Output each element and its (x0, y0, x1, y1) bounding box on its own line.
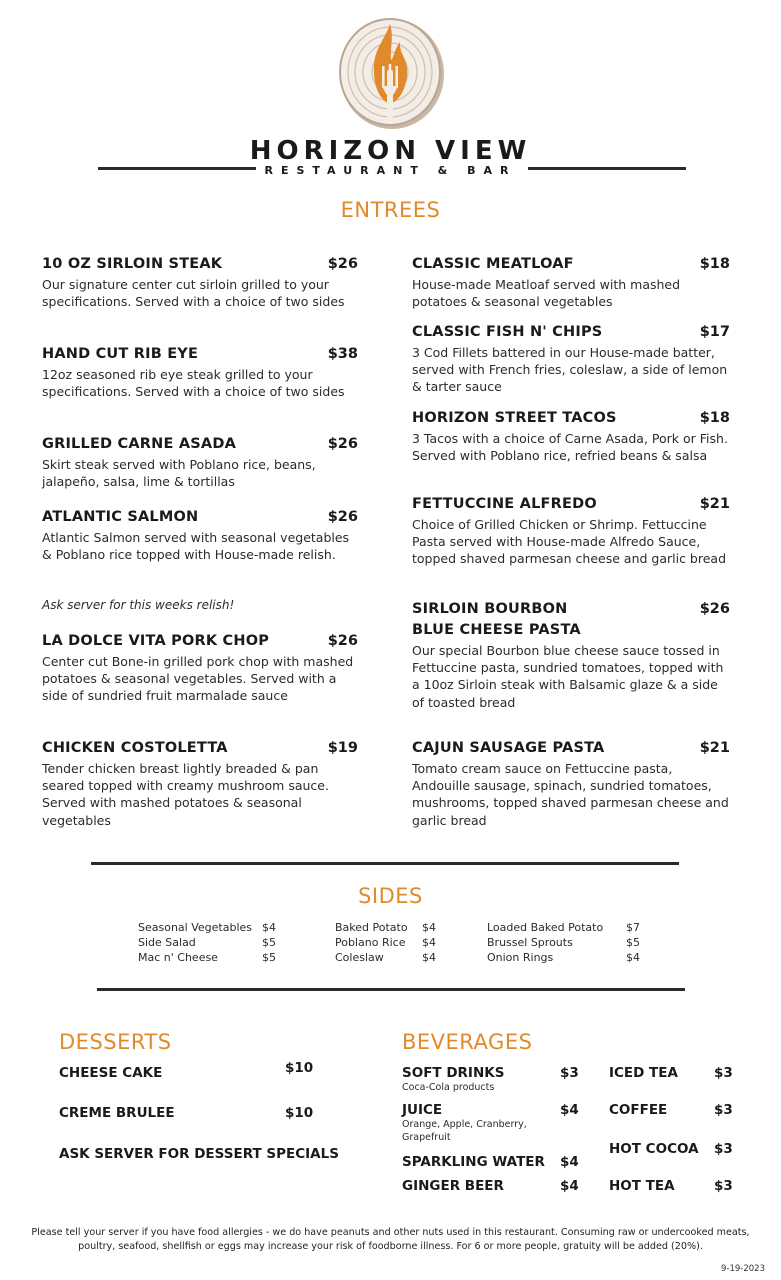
restaurant-logo (336, 14, 446, 132)
item-name: HAND CUT RIB EYE (42, 346, 199, 362)
menu-item (42, 631, 358, 705)
side-name: Coleslaw (335, 951, 384, 964)
item-price: $21 (699, 740, 730, 756)
side-price: $4 (422, 936, 436, 949)
side-price: $5 (626, 936, 640, 949)
item-description: Our special Bourbon blue cheese sauce tossed in Fettuccine pasta, sundried tomatoes, topped with a 10oz Sirloin steak with Balsamic glaze & a side of toasted bread (412, 643, 724, 710)
item-price: $26 (327, 256, 358, 272)
item-name: ATLANTIC SALMON (42, 509, 199, 525)
beverage-price: $3 (714, 1178, 733, 1194)
item-price: $26 (327, 509, 358, 525)
item-description: 12oz seasoned rib eye steak grilled to your specifications. Served with a choice of two sides (42, 367, 345, 400)
side-price: $5 (262, 951, 276, 964)
item-description: House-made Meatloaf served with mashed potatoes & seasonal vegetables (412, 277, 681, 310)
item-name: CAJUN SAUSAGE PASTA (412, 740, 605, 756)
item-price: $26 (699, 601, 730, 617)
entrees-title: ENTREES (340, 198, 441, 222)
beverage-detail: Orange, Apple, Cranberry, Grapefruit (402, 1119, 527, 1143)
dessert-price: $10 (285, 1060, 314, 1076)
beverage-price: $4 (560, 1178, 579, 1194)
item-name: FETTUCCINE ALFREDO (412, 496, 597, 512)
beverage-price: $4 (560, 1102, 579, 1118)
beverage-name: SOFT DRINKS (402, 1065, 505, 1081)
side-price: $4 (422, 951, 436, 964)
beverage-name: ICED TEA (609, 1065, 678, 1081)
item-name: 10 OZ SIRLOIN STEAK (42, 256, 223, 272)
menu-item (42, 738, 358, 829)
beverage-name: GINGER BEER (402, 1178, 504, 1194)
side-name: Side Salad (138, 936, 196, 949)
item-price: $18 (699, 256, 730, 272)
desserts-title: DESSERTS (59, 1030, 172, 1054)
side-name: Mac n' Cheese (138, 951, 218, 964)
beverage-price: $3 (714, 1065, 733, 1081)
flame-fork-on-wood-slice-icon (336, 14, 446, 132)
restaurant-tagline: RESTAURANT & BAR (264, 164, 517, 177)
beverage-name: HOT COCOA (609, 1141, 699, 1157)
item-description: Choice of Grilled Chicken or Shrimp. Fettuccine Pasta served with House-made Alfredo Sauce, topped shaved parmesan cheese and garlic bread (412, 517, 727, 567)
menu-item (42, 344, 358, 400)
beverage-name: JUICE (402, 1102, 443, 1118)
menu-item (412, 738, 730, 829)
item-price: $26 (327, 436, 358, 452)
item-name: HORIZON STREET TACOS (412, 410, 617, 426)
item-price: $21 (699, 496, 730, 512)
item-name: CLASSIC FISH N' CHIPS (412, 324, 603, 340)
dessert-specials: ASK SERVER FOR DESSERT SPECIALS (59, 1146, 339, 1162)
item-description: Skirt steak served with Poblano rice, beans, jalapeño, salsa, lime & tortillas (42, 457, 316, 490)
item-price: $38 (327, 346, 358, 362)
relish-note: Ask server for this weeks relish! (42, 598, 235, 612)
side-price: $4 (626, 951, 640, 964)
menu-date: 9-19-2023 (721, 1264, 765, 1274)
menu-item (412, 322, 730, 396)
item-name: CLASSIC MEATLOAF (412, 256, 574, 272)
menu-item (42, 254, 358, 310)
side-name: Seasonal Vegetables (138, 921, 252, 934)
beverage-price: $3 (714, 1102, 733, 1118)
allergy-disclaimer (20, 1226, 761, 1254)
side-name: Brussel Sprouts (487, 936, 573, 949)
item-description: Our signature center cut sirloin grilled to your specifications. Served with a choice of two sides (42, 277, 345, 310)
beverage-item (402, 1065, 552, 1094)
item-description: Tender chicken breast lightly breaded & pan seared topped with creamy mushroom sauce. Served with mashed potatoes & seasonal vegetables (42, 761, 329, 828)
menu-item (412, 408, 730, 464)
disclaimer-line: Please tell your server if you have food allergies - we do have peanuts and other nuts used in this restaurant. Consuming raw or undercooked meats, (31, 1227, 750, 1238)
item-name: GRILLED CARNE ASADA (42, 436, 236, 452)
menu-item (412, 494, 730, 568)
side-name: Loaded Baked Potato (487, 921, 604, 934)
dessert-name: CREME BRULEE (59, 1105, 175, 1121)
side-name: Onion Rings (487, 951, 554, 964)
beverage-price: $4 (560, 1154, 579, 1170)
item-price: $26 (327, 633, 358, 649)
item-description: Tomato cream sauce on Fettuccine pasta, Andouille sausage, spinach, sundried tomatoes, mushrooms, topped shaved parmesan cheese and garlic bread (412, 761, 729, 828)
item-price: $18 (699, 410, 730, 426)
dessert-price: $10 (285, 1105, 314, 1121)
item-price: $17 (699, 324, 730, 340)
section-divider (97, 988, 685, 991)
item-description: 3 Tacos with a choice of Carne Asada, Pork or Fish. Served with Poblano rice, refried beans & salsa (412, 431, 728, 464)
side-name: Poblano Rice (335, 936, 406, 949)
menu-item (412, 599, 730, 711)
disclaimer-line: poultry, seafood, shellfish or eggs may increase your risk of foodborne illness. For 6 or more people, gratuity will be added (20%). (78, 1241, 703, 1252)
sides-title: SIDES (358, 884, 423, 908)
menu-item (42, 507, 358, 563)
item-price: $19 (327, 740, 358, 756)
section-divider (91, 862, 679, 865)
menu-item (42, 434, 358, 490)
menu-item (412, 254, 730, 310)
beverage-price: $3 (714, 1141, 733, 1157)
beverage-name: COFFEE (609, 1102, 668, 1118)
beverage-price: $3 (560, 1065, 579, 1081)
beverages-title: BEVERAGES (402, 1030, 533, 1054)
restaurant-name: HORIZON VIEW (249, 136, 532, 166)
item-name: SIRLOIN BOURBON BLUE CHEESE PASTA (412, 601, 581, 638)
side-price: $5 (262, 936, 276, 949)
item-description: Center cut Bone-in grilled pork chop with mashed potatoes & seasonal vegetables. Served with a side of sundried fruit marmalade sauce (42, 654, 354, 704)
item-description: Atlantic Salmon served with seasonal vegetables & Poblano rice topped with House-made relish. (42, 530, 350, 563)
side-price: $4 (262, 921, 276, 934)
beverage-name: SPARKLING WATER (402, 1154, 545, 1170)
side-price: $7 (626, 921, 640, 934)
item-name: LA DOLCE VITA PORK CHOP (42, 633, 270, 649)
beverage-name: HOT TEA (609, 1178, 675, 1194)
dessert-name: CHEESE CAKE (59, 1065, 163, 1081)
item-name: CHICKEN COSTOLETTA (42, 740, 228, 756)
beverage-item (402, 1102, 552, 1144)
beverage-detail: Coca-Cola products (402, 1082, 495, 1093)
side-price: $4 (422, 921, 436, 934)
item-description: 3 Cod Fillets battered in our House-made batter, served with French fries, coleslaw, a side of lemon & tarter sauce (412, 345, 728, 395)
side-name: Baked Potato (335, 921, 408, 934)
